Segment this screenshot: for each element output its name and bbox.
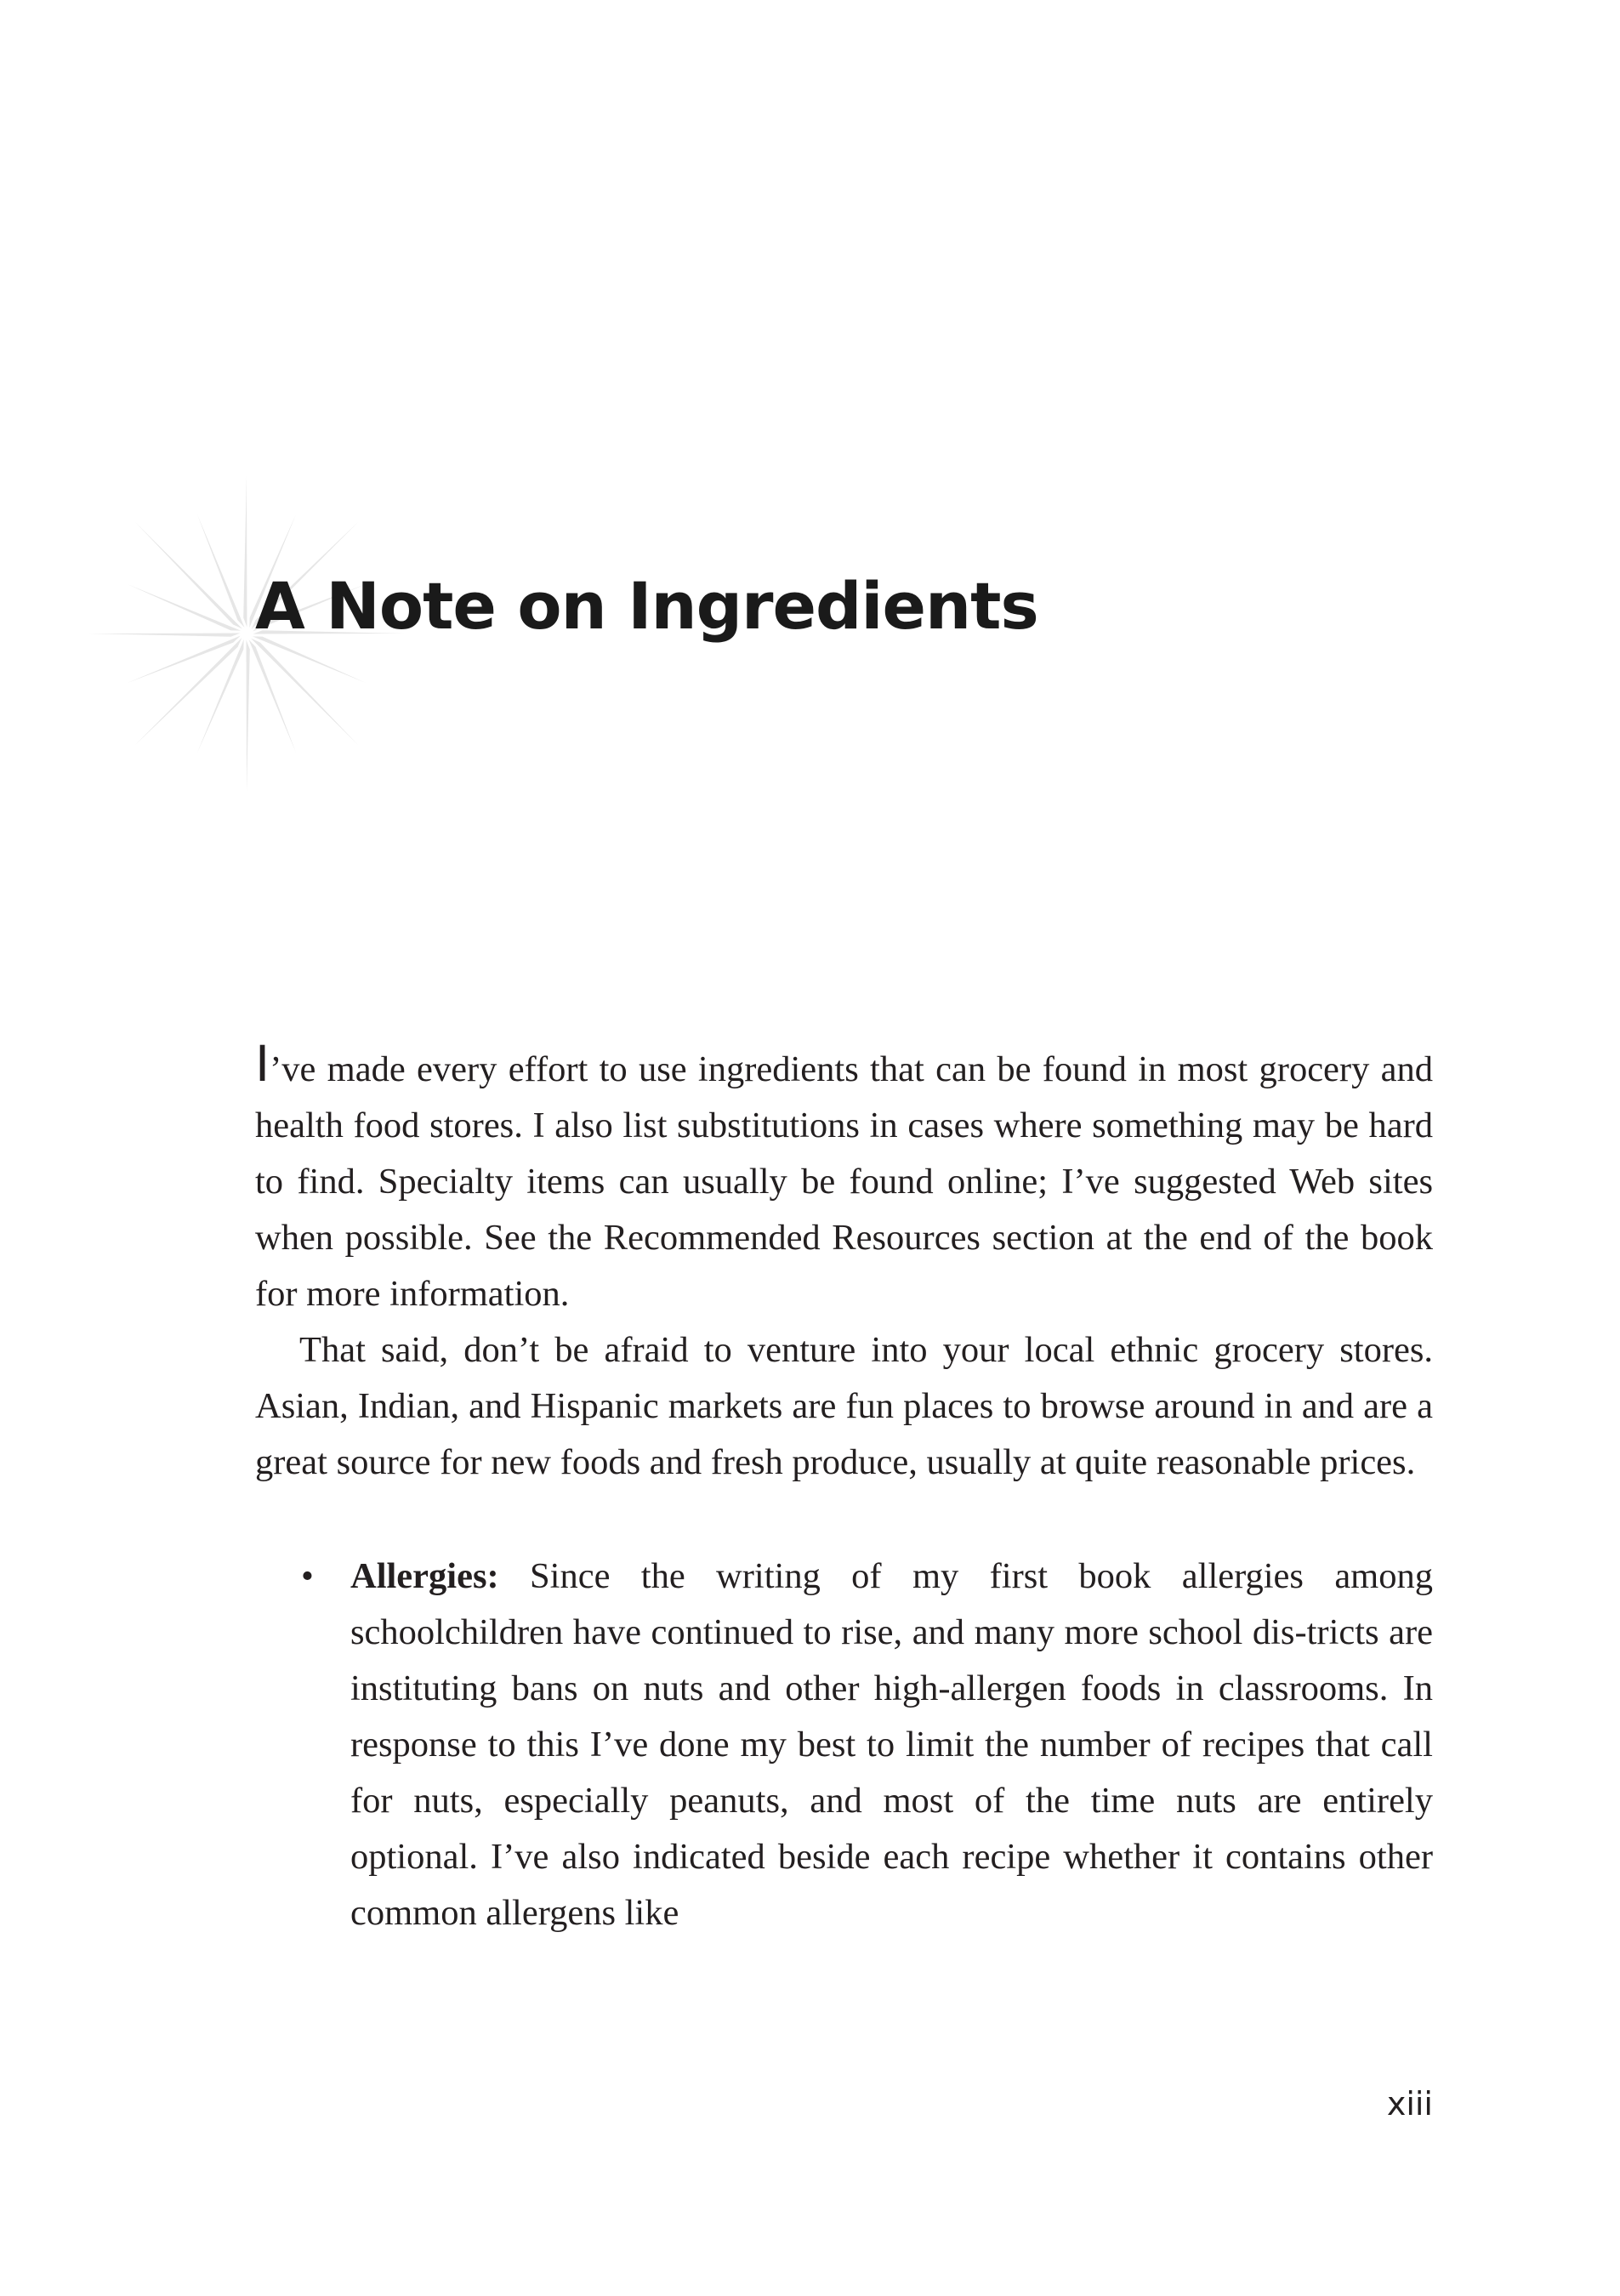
starburst-ray [243, 475, 247, 628]
list-item-allergies [255, 1549, 1433, 1941]
paragraph-ethnic-stores: That said, don’t be afraid to venture into your local ethnic grocery stores. Asian, Indian, and Hispanic markets are fun places to browse around in and are a great source for new foods and fresh produce, usually at quite reasonable prices. [255, 1330, 1433, 1482]
bullet-icon: • [301, 1556, 314, 1596]
bullet-text: Since the writing of my first book allergies among schoolchildren have continued to rise, and many more school dis-tricts are instituting bans on nuts and other high-allergen foods in classrooms. In response to this I’ve done my best to limit the number of recipes that call for nuts, especially peanuts, and most of the time nuts are entirely optional. I’ve also indicated beside each recipe whether it contains other common allergens like [350, 1556, 1433, 1933]
drop-initial: I [255, 1035, 270, 1093]
bullet-term: Allergies: [350, 1556, 499, 1596]
starburst-ray [247, 640, 250, 793]
chapter-title: A Note on Ingredients [255, 568, 1038, 644]
body-text [255, 1035, 1433, 1941]
bullet-list [255, 1549, 1433, 1941]
page-number: xiii [1386, 2085, 1433, 2123]
starburst-ray [128, 584, 242, 631]
starburst-ray [134, 521, 242, 628]
paragraph-intro-text: ’ve made every effort to use ingredients that can be found in most grocery and health food stores. I also list substitutions in cases where something may be hard to find. Specialty items can usually be found online; I’ve suggested Web sites when possible. See the Recommended Resources section at the end of the book for more information. [255, 1049, 1433, 1314]
starburst-ray [197, 639, 244, 753]
starburst-ray [88, 634, 241, 637]
paragraph-intro [255, 1035, 1433, 1322]
starburst-ray [251, 639, 359, 746]
starburst-ray [134, 638, 242, 746]
